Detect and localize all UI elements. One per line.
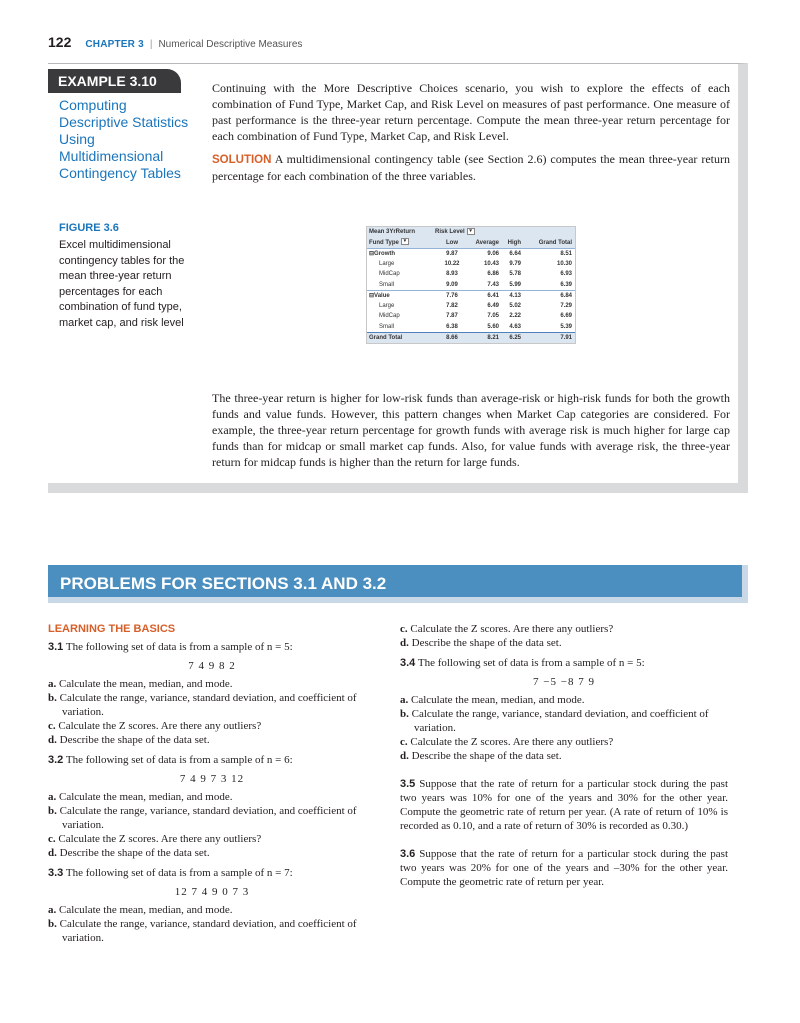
problem-item — [400, 735, 728, 749]
pivot-cell: 4.13 — [509, 293, 521, 299]
pivot-row-value[interactable] — [367, 290, 575, 301]
pivot-cell: 4.63 — [509, 323, 521, 330]
item-text: Calculate the range, variance, standard deviation, and coefficient of variation. — [59, 692, 357, 718]
pivot-cell: 7.82 — [446, 302, 458, 309]
item-text: Calculate the range, variance, standard deviation, and coefficient of variation. — [59, 805, 357, 831]
item-letter: d. — [400, 637, 409, 649]
pivot-cell: 5.60 — [487, 323, 499, 330]
pivot-cell: 6.39 — [560, 281, 572, 288]
problem-3-3 — [48, 866, 376, 945]
pivot-cell: 7.29 — [560, 302, 572, 309]
problem-item — [400, 622, 728, 636]
pivot-cell: 6.69 — [560, 313, 572, 319]
problem-item — [400, 749, 728, 763]
pivot-row-label: Large — [379, 260, 395, 267]
item-text: Calculate the Z scores. Are there any outliers? — [410, 736, 614, 748]
item-letter: b. — [48, 805, 57, 817]
problem-text: The following set of data is from a sample of n = 5: — [417, 657, 645, 669]
item-text: Calculate the mean, median, and mode. — [59, 678, 233, 690]
pivot-row-field-label: Fund Type — [369, 239, 399, 246]
solution-label: SOLUTION — [212, 154, 272, 166]
pivot-col-field[interactable] — [435, 227, 555, 238]
item-letter: b. — [48, 692, 57, 704]
problems-right-column — [400, 622, 728, 889]
pivot-cell: 5.02 — [509, 302, 521, 309]
item-text: Calculate the range, variance, standard deviation, and coefficient of variation. — [411, 708, 709, 734]
problem-item — [48, 917, 376, 945]
problem-item — [48, 832, 376, 846]
item-letter: a. — [400, 694, 409, 706]
pivot-row-label: Small — [379, 323, 395, 330]
example-conclusion: The three-year return is higher for low-risk funds than average-risk or high-risk funds for both the growth funds and value funds. However, this pattern changes when Market Cap categories are considered. For example, the three-year return percentage for growth funds with average risk is much higher for large cap funds than for midcap or small market cap funds. Also, for value funds with average risk, the three-year return for midcap funds is higher than the return for large funds. — [212, 391, 730, 469]
pivot-row-growth[interactable] — [367, 248, 575, 259]
pivot-col-header: High — [507, 239, 521, 246]
problem-text: The following set of data is from a sample of n = 6: — [65, 754, 293, 766]
problem-item — [48, 846, 376, 860]
pivot-row-label: Small — [379, 281, 395, 288]
pivot-cell: 7.76 — [446, 293, 458, 299]
item-text: Calculate the Z scores. Are there any outliers? — [410, 623, 614, 635]
item-letter: c. — [48, 833, 56, 845]
problem-text: The following set of data is from a sample of n = 7: — [65, 867, 293, 879]
pivot-row-label: Large — [379, 302, 395, 309]
pivot-cell: 5.99 — [509, 281, 521, 288]
pivot-cell: 6.25 — [509, 335, 521, 341]
example-solution — [212, 151, 730, 184]
chapter-title: Numerical Descriptive Measures — [158, 39, 303, 50]
item-text: Calculate the mean, median, and mode. — [411, 694, 585, 706]
problem-dataset: 12 7 4 9 0 7 3 — [174, 886, 250, 898]
problem-3-5 — [400, 777, 728, 833]
problem-number: 3.3 — [48, 867, 64, 879]
problem-dataset: 7 −5 −8 7 9 — [533, 676, 595, 688]
pivot-cell: 6.41 — [487, 293, 499, 299]
item-letter: b. — [48, 918, 57, 930]
item-text: Calculate the Z scores. Are there any outliers? — [58, 833, 262, 845]
problem-item — [400, 707, 728, 735]
problem-3-2 — [48, 753, 376, 860]
item-text: Calculate the Z scores. Are there any outliers? — [58, 720, 262, 732]
example-text — [212, 80, 730, 191]
pivot-title: Mean 3YrReturn — [369, 229, 416, 235]
item-letter: a. — [48, 904, 57, 916]
problem-item — [400, 693, 728, 707]
problem-number: 3.2 — [48, 754, 64, 766]
learning-basics-heading: LEARNING THE BASICS — [48, 623, 176, 635]
problem-item — [48, 719, 376, 733]
problem-text: The following set of data is from a sample of n = 5: — [65, 641, 293, 653]
pivot-cell: 7.43 — [487, 281, 499, 288]
pivot-col-header: Grand Total — [538, 239, 572, 246]
pivot-cell: 6.86 — [487, 271, 499, 277]
pivot-col-header: Average — [475, 239, 499, 246]
pivot-row-label: ⊟Growth — [369, 251, 396, 257]
item-text: Describe the shape of the data set. — [411, 750, 562, 762]
item-letter: a. — [48, 678, 57, 690]
item-letter: d. — [48, 847, 57, 859]
problem-dataset: 7 4 9 7 3 12 — [179, 773, 245, 785]
item-letter: a. — [48, 791, 57, 803]
pivot-cell: 9.06 — [487, 251, 499, 257]
item-text: Describe the shape of the data set. — [59, 734, 210, 746]
pivot-row-label: Grand Total — [369, 335, 403, 341]
problem-item — [48, 804, 376, 832]
pivot-cell: 9.09 — [446, 281, 458, 288]
pivot-cell: 7.05 — [487, 313, 499, 319]
item-text: Calculate the range, variance, standard deviation, and coefficient of variation. — [59, 918, 357, 944]
dropdown-icon[interactable]: ▾ — [467, 228, 475, 235]
pivot-cell: 8.21 — [487, 335, 499, 341]
item-letter: c. — [400, 736, 408, 748]
page-number: 122 — [48, 34, 72, 50]
problem-item — [400, 636, 728, 650]
pivot-row-label: MidCap — [379, 271, 400, 277]
pivot-col-field-label: Risk Level — [435, 229, 465, 235]
solution-text: A multidimensional contingency table (see Section 2.6) computes the mean three-year return percentage for each combination of the three variables. — [212, 152, 730, 183]
figure-label: FIGURE 3.6 — [59, 222, 119, 234]
problem-number: 3.6 — [400, 848, 416, 860]
problem-item — [48, 790, 376, 804]
pivot-row-value-small — [367, 322, 575, 333]
problems-banner: PROBLEMS FOR SECTIONS 3.1 AND 3.2 — [48, 565, 748, 603]
item-text: Calculate the mean, median, and mode. — [59, 791, 233, 803]
pivot-row-grand-total — [367, 332, 575, 343]
problem-item — [48, 691, 376, 719]
problem-dataset: 7 4 9 8 2 — [188, 660, 236, 672]
pivot-cell: 6.49 — [487, 302, 499, 309]
pivot-cell: 6.84 — [560, 293, 572, 299]
problem-text: Suppose that the rate of return for a particular stock during the past two years was 10% for one of the years and 30% for the other year. Compute the geometric rate of return per year. (A rate of return of 10% is recorded as 0.10, and a rate of return of 30% is recorded as 0.30.) — [400, 778, 729, 832]
pivot-cell: 9.79 — [509, 260, 521, 267]
pivot-header-row — [367, 238, 575, 249]
example-intro: Continuing with the More Descriptive Choices scenario, you wish to explore the effects of each combination of Fund Type, Market Cap, and Risk Level on measures of past performance. One measure of past performance is the three-year return percentage. Compute the mean three-year return percentage for each combination of Fund Type, Market Cap, and Risk Level. — [212, 81, 730, 143]
problem-number: 3.1 — [48, 641, 64, 653]
problem-number: 3.4 — [400, 657, 416, 669]
pivot-cell: 5.39 — [560, 323, 572, 330]
pivot-cell: 9.87 — [446, 251, 458, 257]
item-text: Describe the shape of the data set. — [411, 637, 562, 649]
problem-3-1 — [48, 640, 376, 747]
pivot-cell: 8.93 — [446, 271, 458, 277]
pivot-cell: 5.78 — [509, 271, 521, 277]
item-letter: b. — [400, 708, 409, 720]
problem-item — [48, 733, 376, 747]
problem-item — [48, 677, 376, 691]
problem-item — [48, 903, 376, 917]
pivot-cell: 6.64 — [509, 251, 521, 257]
pivot-cell: 7.91 — [560, 335, 572, 341]
pivot-cell: 10.43 — [483, 260, 499, 267]
pivot-row-label: ⊟Value — [369, 293, 390, 299]
problems-left-column — [48, 622, 376, 945]
problem-3-4 — [400, 656, 728, 763]
pivot-cell: 7.87 — [446, 313, 458, 319]
problem-text: Suppose that the rate of return for a particular stock during the past two years was 20% for one of the years and –30% for the other year. Compute the geometric rate of return per year. — [400, 848, 729, 888]
pivot-title-row — [367, 227, 575, 238]
pivot-cell: 8.66 — [446, 335, 458, 341]
problem-3-6 — [400, 847, 728, 889]
chapter-label: CHAPTER 3 — [85, 39, 144, 50]
pivot-row-value-midcap — [367, 311, 575, 322]
pivot-cell: 10.30 — [556, 260, 572, 267]
pivot-cell: 8.51 — [560, 251, 572, 257]
header-separator: | — [149, 39, 153, 50]
pivot-row-growth-small — [367, 280, 575, 291]
figure-caption: Excel multidimensional contingency tables for the mean three-year return percentages for each combination of fund type, market cap, and risk level — [59, 239, 185, 329]
pivot-row-value-large — [367, 301, 575, 312]
pivot-row-growth-large — [367, 259, 575, 270]
pivot-cell: 6.38 — [446, 323, 458, 330]
pivot-row-field[interactable] — [367, 238, 435, 249]
pivot-table — [366, 226, 576, 344]
item-text: Describe the shape of the data set. — [59, 847, 210, 859]
item-letter: d. — [48, 734, 57, 746]
pivot-row-growth-midcap — [367, 269, 575, 280]
running-head — [48, 34, 302, 50]
pivot-cell: 6.93 — [560, 271, 572, 277]
pivot-row-label: MidCap — [379, 313, 400, 319]
pivot-col-header: Low — [446, 239, 458, 246]
item-letter: d. — [400, 750, 409, 762]
pivot-cell: 10.22 — [444, 260, 460, 267]
dropdown-icon[interactable]: ▾ — [401, 238, 409, 245]
item-letter: c. — [48, 720, 56, 732]
example-tag: EXAMPLE 3.10 — [48, 69, 181, 93]
pivot-cell: 2.22 — [509, 313, 521, 319]
item-text: Calculate the mean, median, and mode. — [59, 904, 233, 916]
example-heading: Computing Descriptive Statistics Using Multidimensional Contingency Tables — [59, 97, 189, 181]
problem-number: 3.5 — [400, 778, 416, 790]
item-letter: c. — [400, 623, 408, 635]
